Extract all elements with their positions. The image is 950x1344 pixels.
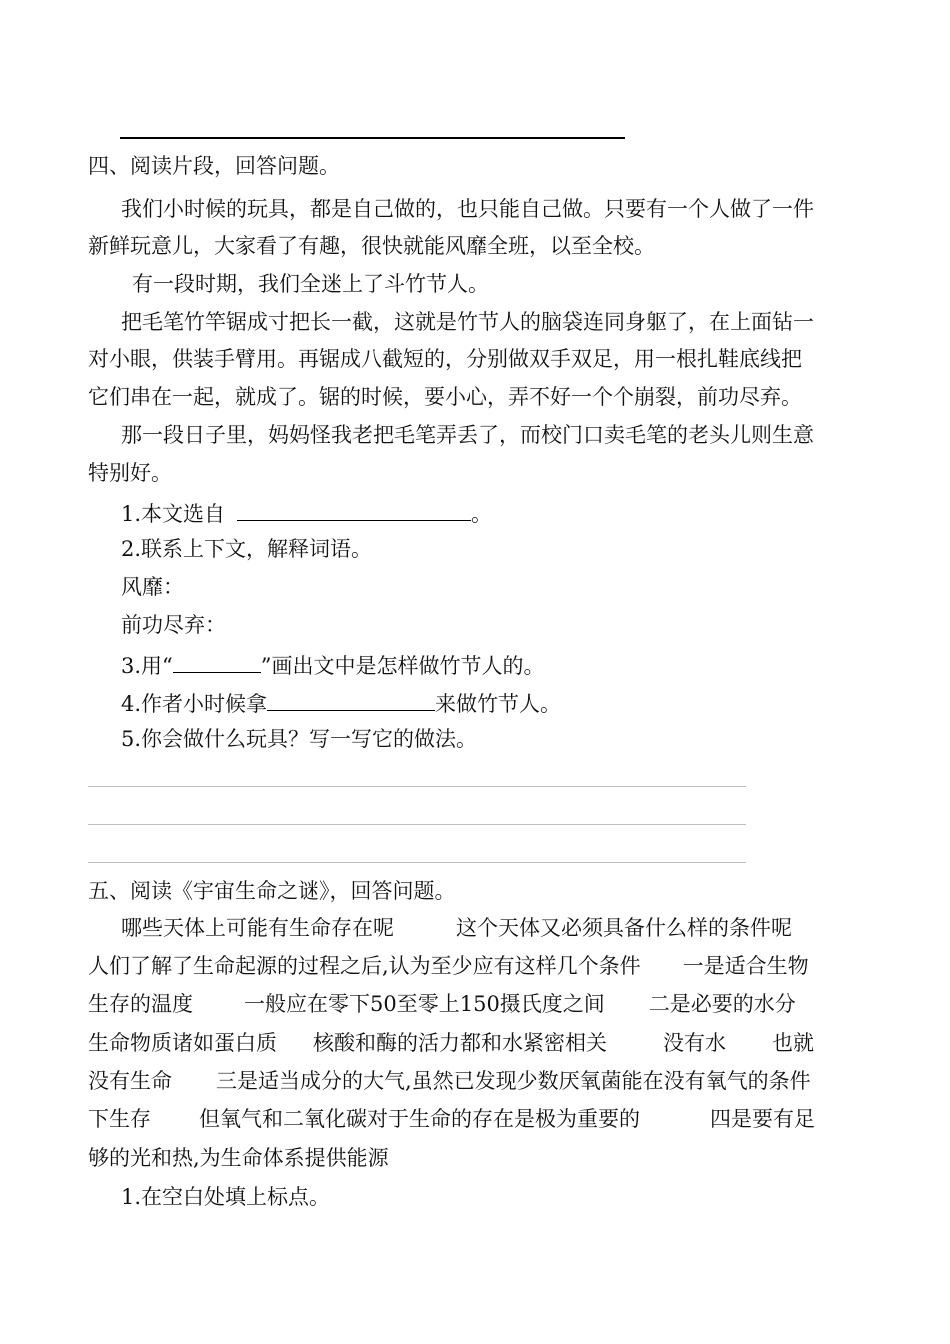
passage4-line: 对小眼，供装手臂用。再锯成八截短的，分别做双手双足，用一根扎鞋底线把 (88, 347, 802, 371)
passage5-segment: 哪些天体上可能有生命存在呢 (121, 916, 394, 940)
section4-title: 四、阅读片段，回答问题。 (88, 154, 340, 178)
passage5-line (88, 1068, 811, 1094)
passage5-segment: 没有水 (663, 1031, 726, 1055)
question-2-word-1: 风靡： (121, 575, 184, 599)
passage4-line: 它们串在一起，就成了。锯的时候，要小心，弄不好一个个崩裂，前功尽弃。 (88, 385, 802, 409)
passage5-line (88, 953, 809, 979)
passage4-line: 那一段日子里，妈妈怪我老把毛笔弄丢了，而校门口卖毛笔的老头儿则生意 (121, 423, 814, 447)
passage5-line (88, 1106, 815, 1132)
passage5-segment: 核酸和酶的活力都和水紧密相关 (313, 1031, 607, 1055)
passage5-segment: 二是必要的水分 (648, 992, 796, 1016)
passage5-segment: 这个天体又必须具备什么样的条件呢 (456, 916, 792, 940)
section5-title: 五、阅读《宇宙生命之谜》，回答问题。 (88, 879, 456, 903)
passage5-segment: 一是适合生物 (682, 954, 809, 978)
passage5-segment: 生命物质诸如蛋白质 (88, 1031, 277, 1055)
question-1 (121, 498, 492, 527)
question-3-prefix: 3.用“ (121, 654, 173, 678)
passage5-segment: 但氧气和二氧化碳对于生命的存在是极为重要的 (199, 1107, 640, 1131)
question-4 (121, 688, 561, 717)
question-4-blank[interactable] (267, 688, 435, 711)
passage4-line: 我们小时候的玩具，都是自己做的，也只能自己做。只要有一个人做了一件 (121, 197, 814, 221)
answer-line[interactable] (88, 786, 746, 787)
passage5-segment: 也就 (772, 1031, 814, 1055)
question-1-prefix: 1.本文选自 (121, 502, 226, 526)
answer-line-top (120, 137, 625, 139)
passage5-line (88, 1145, 429, 1171)
passage5-segment: 人们了解了生命起源的过程之后,认为至少应有这样几个条件 (88, 954, 641, 978)
passage5-segment: 一般应在零下50至零上150摄氏度之间 (244, 992, 605, 1016)
question-3-suffix: ”画出文中是怎样做竹节人的。 (260, 654, 545, 678)
passage5-segment: 四是要有足 (710, 1107, 815, 1131)
question-5: 5.你会做什么玩具？写一写它的做法。 (121, 727, 478, 751)
passage5-segment: 生存的温度 (88, 992, 193, 1016)
passage4-line: 特别好。 (88, 461, 172, 485)
passage4-line: 把毛笔竹竿锯成寸把长一截，这就是竹节人的脑袋连同身躯了，在上面钻一 (121, 310, 814, 334)
passage5-line (121, 915, 792, 941)
answer-line[interactable] (88, 824, 746, 825)
answer-line[interactable] (88, 862, 746, 863)
question-3-blank[interactable] (173, 650, 261, 673)
passage5-line (88, 1030, 814, 1056)
question-3 (121, 650, 545, 679)
passage5-segment: 下生存 (88, 1107, 151, 1131)
passage5-segment: 够的光和热,为生命体系提供能源 (88, 1146, 389, 1170)
section5-question-1: 1.在空白处填上标点。 (121, 1185, 331, 1209)
passage5-segment: 没有生命 (88, 1069, 172, 1093)
question-4-prefix: 4.作者小时候拿 (121, 692, 268, 716)
passage4-line: 新鲜玩意儿，大家看了有趣，很快就能风靡全班，以至全校。 (88, 234, 655, 258)
question-2-word-2: 前功尽弃： (121, 613, 226, 637)
passage5-line (88, 991, 796, 1017)
question-1-blank[interactable] (237, 498, 471, 521)
question-1-suffix: 。 (471, 502, 493, 526)
passage5-segment: 三是适当成分的大气,虽然已发现少数厌氧菌能在没有氧气的条件 (216, 1069, 811, 1093)
passage4-line: 有一段时期，我们全迷上了斗竹节人。 (132, 272, 489, 296)
question-2: 2.联系上下文，解释词语。 (121, 537, 373, 561)
question-4-suffix: 来做竹节人。 (435, 692, 562, 716)
